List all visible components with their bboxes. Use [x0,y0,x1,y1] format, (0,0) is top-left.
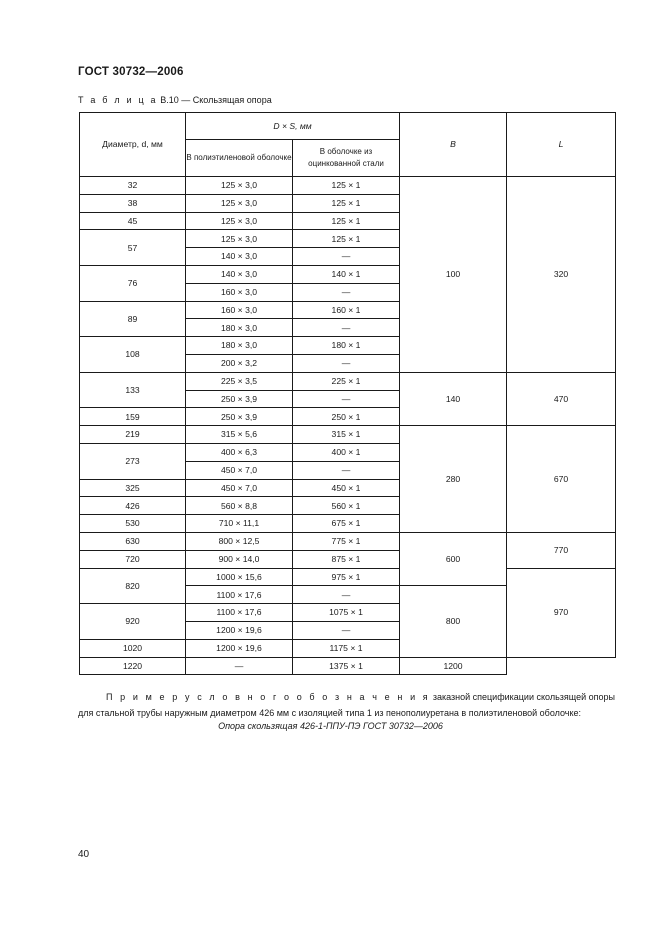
diameter-cell: 273 [80,443,186,479]
zinc-cell: 675 × 1 [293,515,400,533]
pe-cell: 250 × 3,9 [186,408,293,426]
zinc-cell: 140 × 1 [293,265,400,283]
pe-cell: 710 × 11,1 [186,515,293,533]
l-cell: 470 [507,372,616,425]
example-label: П р и м е р у с л о в н о г о о б о з н а ч е н и я [106,692,431,702]
zinc-cell: — [293,319,400,337]
zinc-cell: — [293,621,400,639]
pe-cell: 900 × 14,0 [186,550,293,568]
support-spec-table [79,112,616,675]
header-l: L [507,113,616,177]
l-cell: 1200 [400,657,507,675]
pe-cell: 125 × 3,0 [186,212,293,230]
pe-cell: 225 × 3,5 [186,372,293,390]
pe-cell: — [186,657,293,675]
l-cell: 770 [507,532,616,568]
diameter-cell: 133 [80,372,186,408]
table-row [80,657,616,675]
table-row [80,568,616,586]
diameter-cell: 108 [80,337,186,373]
zinc-cell: 125 × 1 [293,194,400,212]
zinc-cell: 400 × 1 [293,443,400,461]
diameter-cell: 89 [80,301,186,337]
diameter-cell: 325 [80,479,186,497]
b-cell: 280 [400,426,507,533]
zinc-cell: 160 × 1 [293,301,400,319]
pe-cell: 1000 × 15,6 [186,568,293,586]
b-cell: 600 [400,532,507,585]
pe-cell: 160 × 3,0 [186,283,293,301]
zinc-cell: 125 × 1 [293,177,400,195]
header-diameter: Диаметр, d, мм [80,113,186,177]
standard-header: ГОСТ 30732—2006 [78,66,184,78]
header-zinc-sheath: В оболочке из оцинкованной стали [293,140,400,177]
pe-cell: 1200 × 19,6 [186,639,293,657]
pe-cell: 200 × 3,2 [186,354,293,372]
diameter-cell: 1020 [80,639,186,657]
l-cell: 670 [507,426,616,533]
zinc-cell: 775 × 1 [293,532,400,550]
zinc-cell: — [293,586,400,604]
pe-cell: 125 × 3,0 [186,230,293,248]
diameter-cell: 920 [80,604,186,640]
diameter-cell: 38 [80,194,186,212]
zinc-cell: — [293,283,400,301]
diameter-cell: 159 [80,408,186,426]
diameter-cell: 530 [80,515,186,533]
table-row [80,177,616,195]
pe-cell: 180 × 3,0 [186,319,293,337]
diameter-cell: 76 [80,265,186,301]
diameter-cell: 45 [80,212,186,230]
diameter-cell: 720 [80,550,186,568]
pe-cell: 1200 × 19,6 [186,621,293,639]
pe-cell: 140 × 3,0 [186,248,293,266]
table-caption [78,95,272,105]
diameter-cell: 32 [80,177,186,195]
pe-cell: 180 × 3,0 [186,337,293,355]
b-cell: 100 [400,177,507,373]
zinc-cell: — [293,354,400,372]
zinc-cell: 1075 × 1 [293,604,400,622]
pe-cell: 140 × 3,0 [186,265,293,283]
example-text: заказной спецификации скользящей опоры для стальной трубы наружным диаметром 426 мм с изоляцией типа 1 из пенополиуретана в полиэтиленовой оболочке: [78,692,615,718]
pe-cell: 450 × 7,0 [186,479,293,497]
header-pe-sheath: В полиэтиленовой оболочке [186,140,293,177]
diameter-cell: 57 [80,230,186,266]
designation-line: Опора скользящая 426-1-ППУ-ПЭ ГОСТ 30732—2006 [218,721,443,731]
table-row [80,532,616,550]
b-cell: 800 [400,586,507,657]
zinc-cell: 180 × 1 [293,337,400,355]
pe-cell: 315 × 5,6 [186,426,293,444]
zinc-cell: 450 × 1 [293,479,400,497]
zinc-cell: 225 × 1 [293,372,400,390]
diameter-cell: 630 [80,532,186,550]
page-number: 40 [78,849,90,860]
table-caption-title: В.10 — Скользящая опора [160,95,272,105]
zinc-cell: — [293,390,400,408]
l-cell: 970 [507,568,616,657]
diameter-cell: 219 [80,426,186,444]
pe-cell: 560 × 8,8 [186,497,293,515]
pe-cell: 450 × 7,0 [186,461,293,479]
zinc-cell: — [293,248,400,266]
diameter-cell: 1220 [80,657,186,675]
zinc-cell: — [293,461,400,479]
header-b: B [400,113,507,177]
b-cell: 140 [400,372,507,425]
pe-cell: 125 × 3,0 [186,194,293,212]
header-ds: D × S, мм [186,113,400,140]
zinc-cell: 1375 × 1 [293,657,400,675]
table-caption-prefix: Т а б л и ц а [78,95,158,105]
zinc-cell: 975 × 1 [293,568,400,586]
table-row [80,426,616,444]
pe-cell: 400 × 6,3 [186,443,293,461]
pe-cell: 250 × 3,9 [186,390,293,408]
pe-cell: 125 × 3,0 [186,177,293,195]
l-cell: 320 [507,177,616,373]
zinc-cell: 875 × 1 [293,550,400,568]
zinc-cell: 560 × 1 [293,497,400,515]
table-row [80,372,616,390]
diameter-cell: 820 [80,568,186,604]
zinc-cell: 250 × 1 [293,408,400,426]
pe-cell: 800 × 12,5 [186,532,293,550]
pe-cell: 1100 × 17,6 [186,586,293,604]
zinc-cell: 1175 × 1 [293,639,400,657]
pe-cell: 1100 × 17,6 [186,604,293,622]
diameter-cell: 426 [80,497,186,515]
zinc-cell: 125 × 1 [293,212,400,230]
pe-cell: 160 × 3,0 [186,301,293,319]
designation-example [78,690,615,722]
zinc-cell: 315 × 1 [293,426,400,444]
zinc-cell: 125 × 1 [293,230,400,248]
